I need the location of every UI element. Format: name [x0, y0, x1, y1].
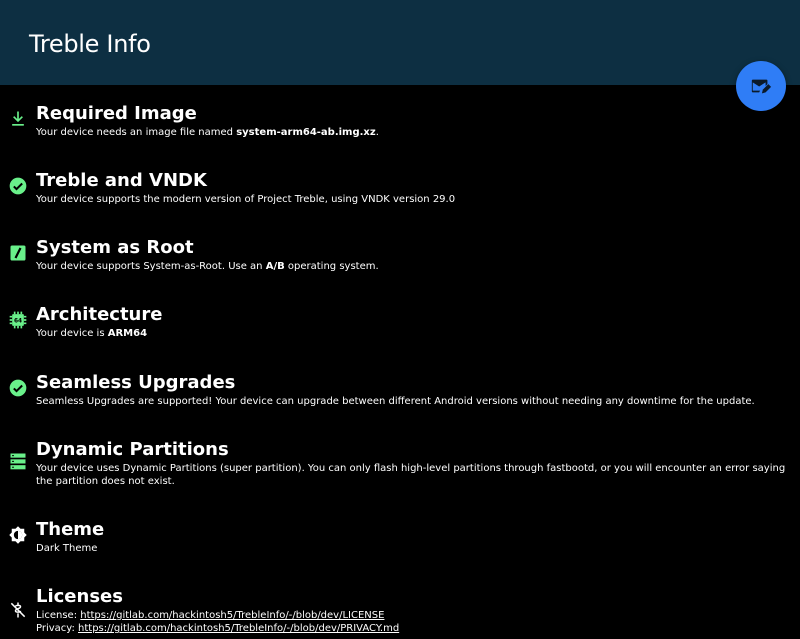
- section-title: Treble and VNDK: [36, 170, 207, 191]
- mail-edit-icon: [750, 75, 772, 97]
- section-description: Seamless Upgrades are supported! Your device can upgrade between different Android versions without needing any downtime for the update.: [36, 396, 755, 407]
- app-bar: [0, 0, 800, 85]
- section-title: Required Image: [36, 103, 197, 124]
- section-title: Dynamic Partitions: [36, 439, 229, 460]
- section-title: Seamless Upgrades: [36, 372, 236, 393]
- privacy-link[interactable]: https://gitlab.com/hackintosh5/TrebleInfo/-/blob/dev/PRIVACY.md: [78, 623, 400, 634]
- slash-box-icon: [8, 243, 28, 263]
- license-link[interactable]: https://gitlab.com/hackintosh5/TrebleInfo/-/blob/dev/LICENSE: [80, 610, 385, 621]
- section-description: Your device supports System-as-Root. Use an A/B operating system.: [36, 261, 379, 272]
- section-description: Your device needs an image file named system-arm64-ab.img.xz.: [36, 127, 379, 138]
- check-circle-icon: [8, 176, 28, 196]
- section-description: Your device is ARM64: [36, 328, 148, 339]
- mail-edit-fab-button[interactable]: [736, 61, 786, 111]
- section-title: Licenses: [36, 586, 123, 607]
- section-description: Your device uses Dynamic Partitions (super partition). You can only flash high-level partitions through fastbootd, or you will encounter an error saying the partition does not exist.: [36, 463, 786, 487]
- download-icon: [8, 109, 28, 129]
- section-description: Your device supports the modern version of Project Treble, using VNDK version 29.0: [36, 194, 456, 205]
- architecture-value: ARM64: [107, 328, 148, 339]
- section-title: Architecture: [36, 304, 163, 325]
- check-circle-icon: [8, 378, 28, 398]
- image-filename: system-arm64-ab.img.xz: [236, 127, 376, 138]
- storage-icon: [8, 451, 28, 471]
- section-description: Dark Theme: [36, 543, 98, 554]
- section-title: System as Root: [36, 237, 194, 258]
- section-title: Theme: [36, 519, 105, 540]
- svg-text:64: 64: [13, 318, 23, 325]
- gavel-icon: [8, 600, 28, 620]
- chip-icon: [8, 310, 28, 330]
- app-title: Treble Info: [29, 30, 151, 58]
- brightness-icon: [8, 525, 28, 545]
- section-description: License: https://gitlab.com/hackintosh5/TrebleInfo/-/blob/dev/LICENSE Privacy: https://gitlab.com/hackintosh5/TrebleInfo/-/blob/dev/PRIVACY.md: [36, 610, 400, 634]
